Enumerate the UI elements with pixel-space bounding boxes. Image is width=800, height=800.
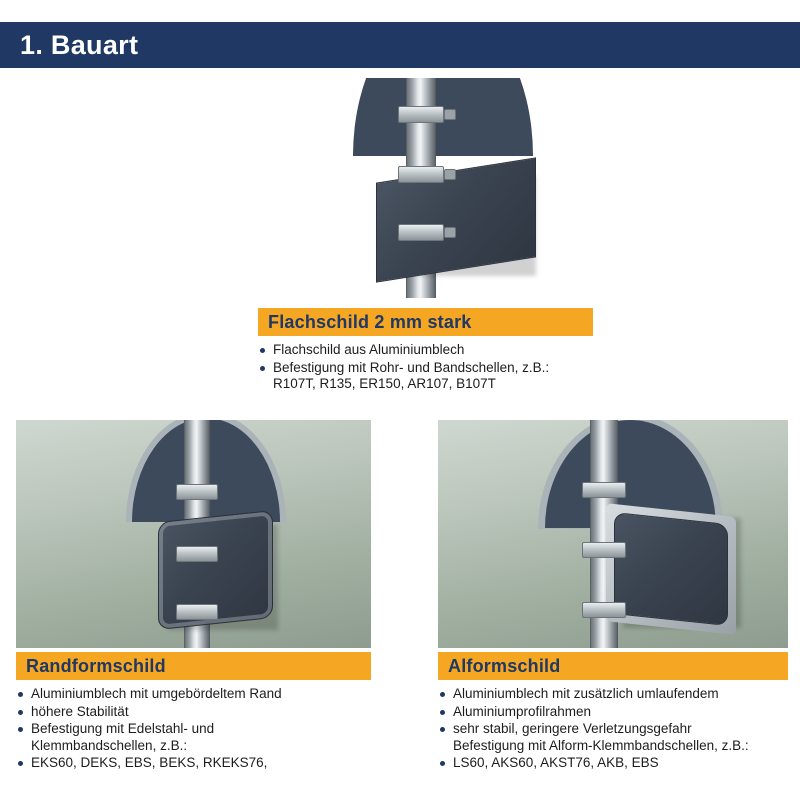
bullet-text: Aluminiumblech mit zusätzlich umlaufendem	[453, 686, 719, 701]
list-item	[16, 721, 371, 754]
bullet-text: Aluminiumblech mit umgebördeltem Rand	[31, 686, 282, 701]
pipe-clamp-icon	[398, 166, 444, 183]
flachschild-label: Flachschild 2 mm stark	[268, 311, 472, 332]
randformschild-bullet-list	[16, 680, 371, 772]
alform-sign-plate-icon	[614, 512, 728, 626]
pipe-clamp-icon	[398, 224, 444, 241]
bullet-text: Befestigung mit Edelstahl- und	[31, 721, 215, 736]
bullet-text: Flachschild aus Aluminiumblech	[273, 342, 465, 357]
bullet-text-continued: Klemmbandschellen, z.B.:	[31, 737, 188, 753]
clamp-bolt-icon	[444, 109, 456, 120]
flachschild-label-bar	[258, 308, 593, 336]
pipe-clamp-icon	[398, 106, 444, 123]
bullet-text-continued: Befestigung mit Alform-Klemmbandschellen, z.B.:	[453, 737, 749, 753]
list-item	[438, 721, 788, 754]
alformschild-bullet-list	[438, 680, 788, 772]
list-item	[258, 360, 598, 393]
list-item	[438, 704, 788, 721]
section-randformschild	[16, 420, 371, 773]
alformschild-label-bar	[438, 652, 788, 680]
list-item	[16, 686, 371, 703]
bullet-text: höhere Stabilität	[31, 703, 129, 719]
page-title: 1. Bauart	[20, 29, 139, 60]
alform-clamp-icon	[582, 482, 626, 498]
randformschild-photo	[16, 420, 371, 648]
stainless-clamp-icon	[176, 546, 218, 562]
bullet-text: Aluminiumprofilrahmen	[453, 703, 592, 719]
bullet-text: EKS60, DEKS, EBS, BEKS, RKEKS76,	[31, 755, 268, 770]
stainless-clamp-icon	[176, 484, 218, 500]
list-item	[438, 686, 788, 703]
list-item	[16, 755, 371, 772]
bullet-text-continued: R107T, R135, ER150, AR107, B107T	[273, 376, 496, 391]
randformschild-label: Randformschild	[26, 655, 166, 676]
randformschild-label-bar	[16, 652, 371, 680]
list-item	[438, 755, 788, 772]
clamp-bolt-icon	[444, 169, 456, 180]
bullet-text: sehr stabil, geringere Verletzungsgefahr	[453, 721, 692, 736]
stainless-clamp-icon	[176, 604, 218, 620]
clamp-bolt-icon	[444, 227, 456, 238]
alformschild-label: Alformschild	[448, 655, 561, 676]
section-alformschild	[438, 420, 788, 773]
flachschild-bullet-list	[258, 336, 598, 393]
alform-clamp-icon	[582, 602, 626, 618]
flachschild-photo	[258, 78, 598, 298]
bullet-text: LS60, AKS60, AKST76, AKB, EBS	[453, 755, 659, 770]
list-item	[258, 342, 598, 359]
section-flachschild	[258, 78, 598, 394]
alform-clamp-icon	[582, 542, 626, 558]
list-item	[16, 704, 371, 721]
bullet-text: Befestigung mit Rohr- und Bandschellen, z.B.:	[273, 359, 550, 375]
alformschild-photo	[438, 420, 788, 648]
page-header	[0, 22, 800, 68]
